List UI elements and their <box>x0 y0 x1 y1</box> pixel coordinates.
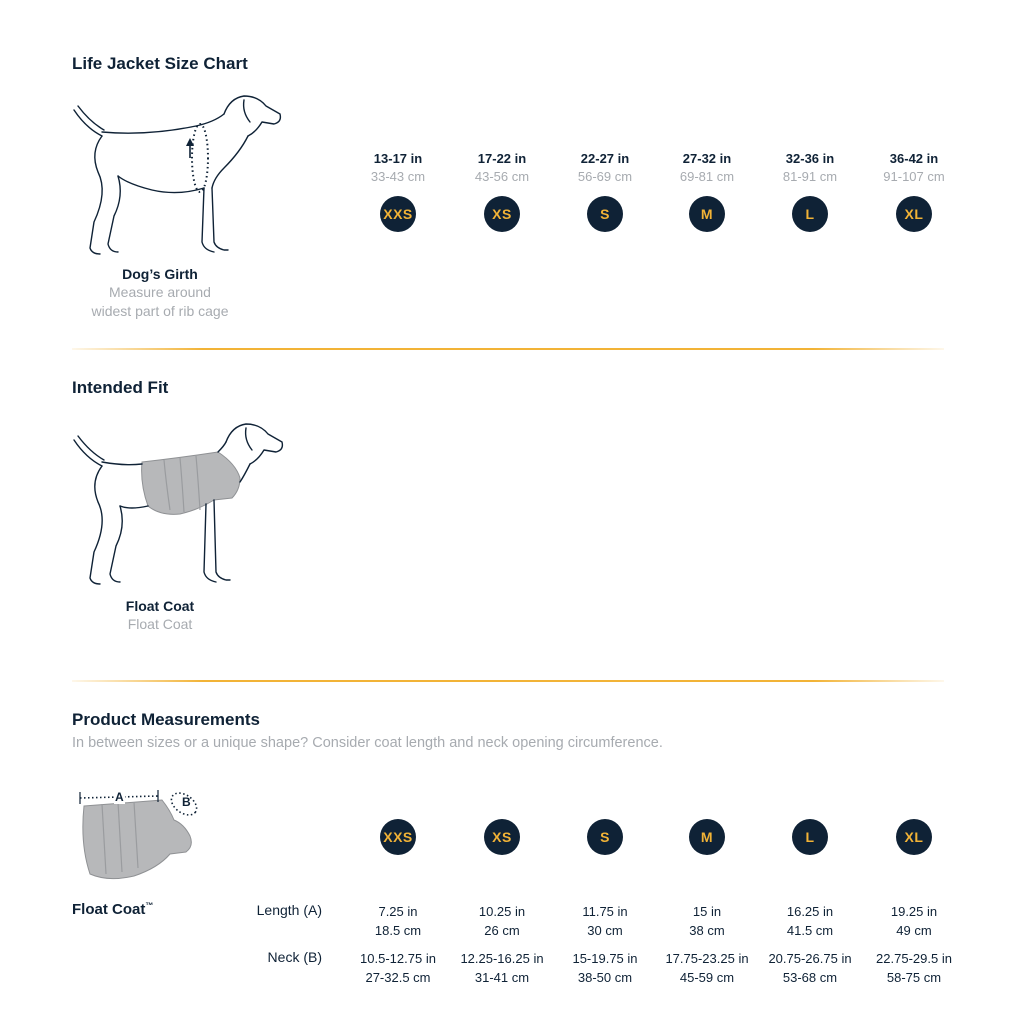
length-cm: 26 cm <box>484 923 520 938</box>
neck-cm: 58-75 cm <box>886 970 942 985</box>
length-cell-xxs <box>338 902 458 940</box>
neck-cell-l <box>750 949 870 987</box>
girth-in: 27-32 in <box>682 151 732 166</box>
neck-in: 17.75-23.25 in <box>665 951 749 966</box>
product-badge-s: S <box>587 819 623 855</box>
length-in: 19.25 in <box>890 904 938 919</box>
girth-caption-title: Dog’s Girth <box>122 266 198 282</box>
length-cell-l <box>750 902 870 940</box>
girth-in: 36-42 in <box>889 151 939 166</box>
length-cm: 41.5 cm <box>786 923 834 938</box>
product-measurements-title: Product Measurements <box>72 710 260 729</box>
product-badge-xxs: XXS <box>380 819 416 855</box>
length-cm: 49 cm <box>896 923 932 938</box>
size-column-l <box>760 151 860 184</box>
girth-caption <box>60 266 260 321</box>
size-badge-xl: XL <box>896 196 932 232</box>
length-cell-xs <box>442 902 562 940</box>
length-row-label: Length (A) <box>256 902 322 918</box>
length-in: 7.25 in <box>378 904 418 919</box>
neck-cell-xl <box>854 949 974 987</box>
size-badge-l: L <box>792 196 828 232</box>
length-cell-m <box>647 902 767 940</box>
neck-cm: 45-59 cm <box>679 970 735 985</box>
girth-in: 17-22 in <box>477 151 527 166</box>
product-badge-l: L <box>792 819 828 855</box>
neck-cm: 27-32.5 cm <box>365 970 431 985</box>
girth-cm: 91-107 cm <box>883 169 945 184</box>
length-in: 16.25 in <box>786 904 834 919</box>
neck-in: 22.75-29.5 in <box>876 951 952 966</box>
neck-in: 10.5-12.75 in <box>360 951 436 966</box>
size-badge-xs: XS <box>484 196 520 232</box>
length-cm: 30 cm <box>587 923 623 938</box>
size-column-xl <box>864 151 964 184</box>
product-badge-xs: XS <box>484 819 520 855</box>
girth-in: 13-17 in <box>373 151 423 166</box>
dog-girth-illustration <box>68 92 288 262</box>
intended-fit-title: Intended Fit <box>72 378 169 397</box>
dog-float-coat-illustration <box>68 420 290 592</box>
length-cm: 38 cm <box>689 923 725 938</box>
product-label-text: Float Coat <box>72 901 146 918</box>
girth-caption-line1: Measure around <box>109 284 211 300</box>
girth-cm: 69-81 cm <box>679 169 735 184</box>
girth-cm: 43-56 cm <box>474 169 530 184</box>
girth-in: 22-27 in <box>580 151 630 166</box>
girth-cm: 81-91 cm <box>782 169 838 184</box>
product-label <box>72 901 153 918</box>
neck-cm: 53-68 cm <box>782 970 838 985</box>
product-measurements-subtitle: In between sizes or a unique shape? Consider coat length and neck opening circumference. <box>72 735 663 751</box>
neck-in: 20.75-26.75 in <box>768 951 852 966</box>
neck-cm: 31-41 cm <box>474 970 530 985</box>
float-coat-caption-title: Float Coat <box>125 598 195 614</box>
size-badge-s: S <box>587 196 623 232</box>
section-divider <box>72 680 944 682</box>
girth-cm: 33-43 cm <box>370 169 426 184</box>
product-badge-m: M <box>689 819 725 855</box>
length-in: 15 in <box>692 904 722 919</box>
float-coat-caption-sub: Float Coat <box>127 616 193 632</box>
neck-in: 12.25-16.25 in <box>460 951 544 966</box>
length-cell-xl <box>854 902 974 940</box>
section-divider <box>72 348 944 350</box>
diagram-label-b: B <box>182 795 191 809</box>
size-column-s <box>555 151 655 184</box>
size-column-xs <box>452 151 552 184</box>
girth-caption-line2: widest part of rib cage <box>91 303 229 319</box>
size-badge-xxs: XXS <box>380 196 416 232</box>
neck-in: 15-19.75 in <box>572 951 638 966</box>
length-cm: 18.5 cm <box>374 923 422 938</box>
neck-cell-m <box>647 949 767 987</box>
float-coat-caption <box>60 598 260 634</box>
size-chart-title: Life Jacket Size Chart <box>72 54 248 73</box>
length-in: 10.25 in <box>478 904 526 919</box>
neck-cell-xxs <box>338 949 458 987</box>
size-badge-m: M <box>689 196 725 232</box>
size-column-m <box>657 151 757 184</box>
neck-cm: 38-50 cm <box>577 970 633 985</box>
diagram-label-a: A <box>115 790 124 804</box>
length-in: 11.75 in <box>582 904 628 919</box>
neck-cell-xs <box>442 949 562 987</box>
neck-row-label: Neck (B) <box>267 949 322 965</box>
size-column-xxs <box>348 151 448 184</box>
trademark-symbol: ™ <box>145 901 154 910</box>
girth-cm: 56-69 cm <box>577 169 633 184</box>
product-badge-xl: XL <box>896 819 932 855</box>
girth-in: 32-36 in <box>785 151 835 166</box>
